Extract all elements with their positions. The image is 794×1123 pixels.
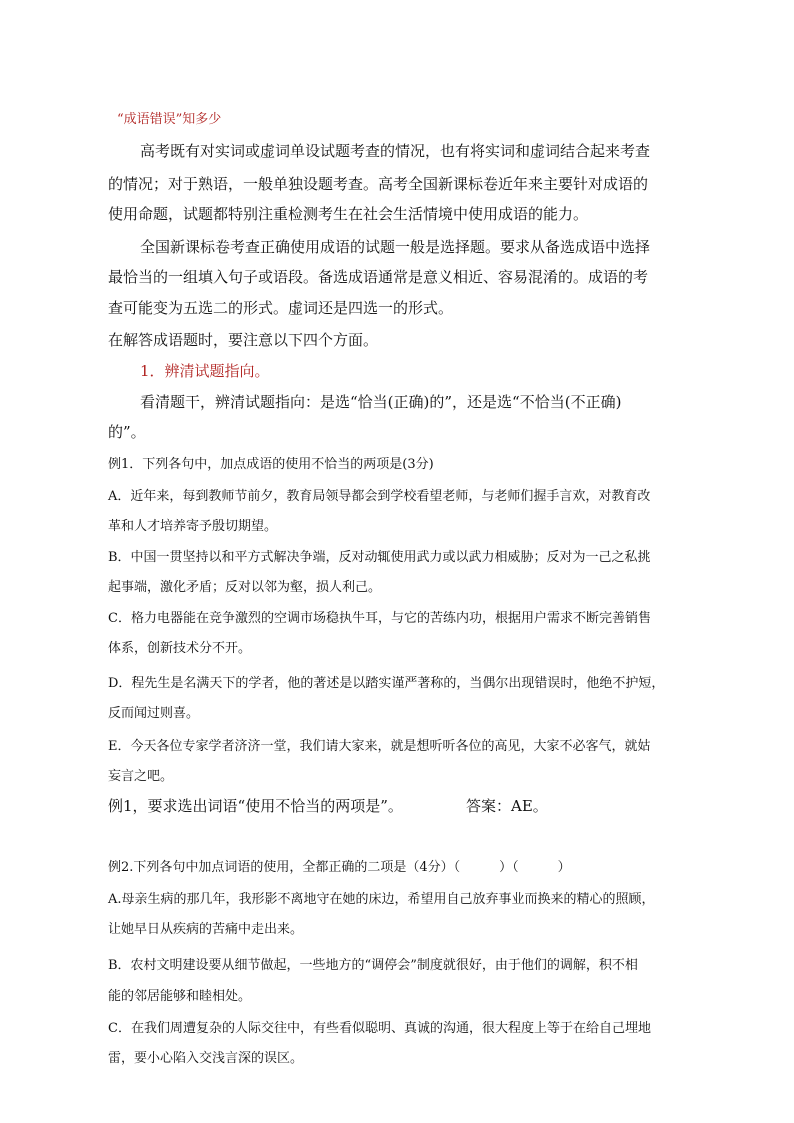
intro-p1-line3: 使用命题，试题都特别注重检测考生在社会生活情境中使用成语的能力。: [108, 205, 589, 223]
intro-p2-line2: 最恰当的一组填入句子或语段。备选成语通常是意义相近、容易混淆的。成语的考: [108, 268, 649, 286]
example1-answer: 答案：AE。: [466, 797, 548, 815]
example1-option-d-line1: D．程先生是名满天下的学者，他的著述是以踏实谨严著称的，当偶尔出现错误时，他绝不护短，: [108, 676, 665, 691]
intro-p2-line1: 全国新课标卷考查正确使用成语的试题一般是选择题。要求从备选成语中选择: [140, 238, 651, 256]
example1-option-b-line2: 起事端，激化矛盾；反对以邻为壑，损人利己。: [108, 580, 382, 595]
example2-option-b-line1: B．农村文明建设要从细节做起，一些地方的“调停会”制度就很好，由于他们的调解，积不相: [108, 958, 638, 973]
example1-option-d-line2: 反而闻过则喜。: [108, 706, 200, 721]
example1-option-a-line1: A．近年来，每到教师节前夕，教育局领导都会到学校看望老师，与老师们握手言欢，对教育改: [108, 489, 651, 504]
section1-body-line2: 的”。: [108, 423, 146, 441]
example1-note: 例1，要求选出词语“使用不恰当的两项是”。: [108, 797, 403, 815]
section1-body-line1: 看清题干，辨清试题指向：是选“恰当(正确)的”，还是选“不恰当(不正确): [140, 393, 622, 411]
example2-option-a-line2: 让她早日从疾病的苦痛中走出来。: [108, 922, 304, 937]
example2-option-b-line2: 能的邻居能够和睦相处。: [108, 989, 252, 1004]
example2-option-a-line1: A.母亲生病的那几年，我形影不离地守在她的床边，希望用自己放弃事业而换来的精心的照顾，: [108, 892, 655, 907]
example1-stem: 例1．下列各句中，加点成语的使用不恰当的两项是(3分): [108, 457, 434, 472]
example1-option-c-line2: 体系，创新技术分不开。: [108, 641, 252, 656]
intro-p3: 在解答成语题时，要注意以下四个方面。: [108, 331, 379, 349]
example1-option-e-line2: 妄言之吧。: [108, 769, 174, 784]
example2-option-c-line1: C．在我们周遭复杂的人际交往中，有些看似聪明、真诚的沟通，很大程度上等于在给自己埋地: [108, 1021, 651, 1036]
example1-option-a-line2: 革和人才培养寄予殷切期望。: [108, 519, 278, 534]
example2-stem: 例2.下列各句中加点词语的使用，全都正确的二项是（4分）（ ）（ ）: [108, 860, 571, 875]
example1-option-b-line1: B．中国一贯坚持以和平方式解决争端，反对动辄使用武力或以武力相威胁；反对为一己之私挑: [108, 550, 651, 565]
document-title: “成语错误”知多少: [117, 112, 222, 127]
intro-p2-line3: 查可能变为五选二的形式。虚词还是四选一的形式。: [108, 299, 454, 317]
intro-p1-line1: 高考既有对实词或虚词单设试题考查的情况，也有将实词和虚词结合起来考查: [140, 142, 651, 160]
example2-option-c-line2: 雷，要小心陷入交浅言深的误区。: [108, 1051, 304, 1066]
intro-p1-line2: 的情况；对于熟语，一般单独设题考查。高考全国新课标卷近年来主要针对成语的: [108, 175, 649, 193]
section1-heading: 1．辨清试题指向。: [140, 362, 270, 380]
example1-option-e-line1: E．今天各位专家学者济济一堂，我们请大家来，就是想听听各位的高见，大家不必客气，就姑: [108, 739, 651, 754]
example1-option-c-line1: C．格力电器能在竞争激烈的空调市场稳执牛耳，与它的苦练内功，根据用户需求不断完善销售: [108, 611, 651, 626]
